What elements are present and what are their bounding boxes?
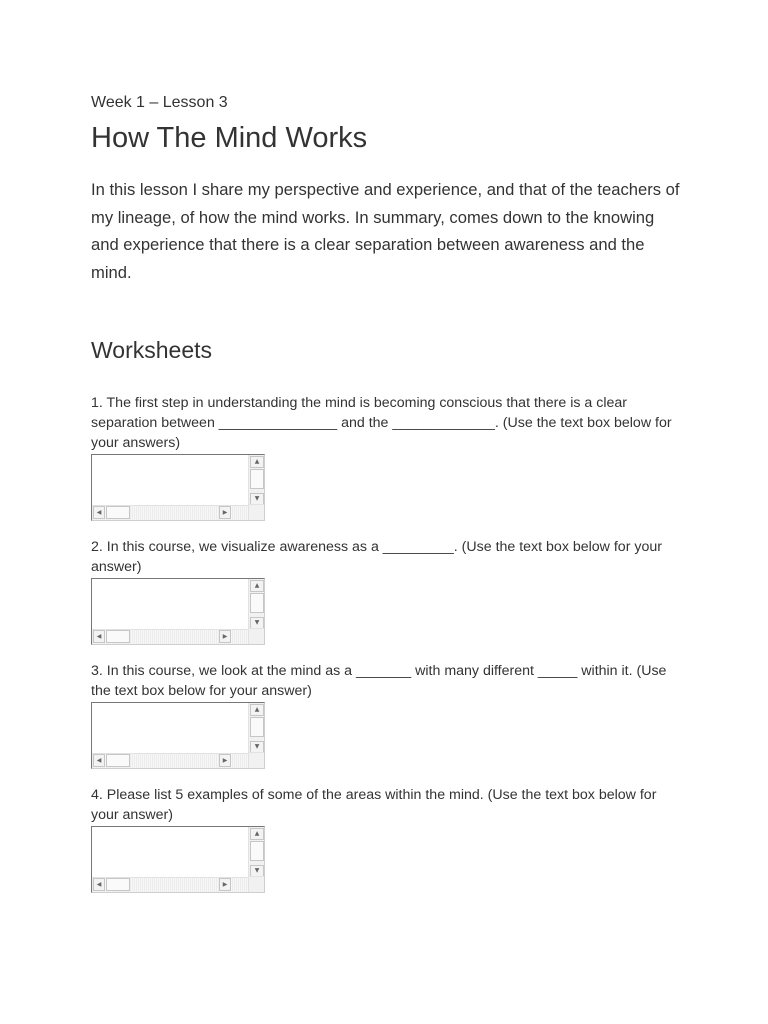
question-4-text: 4. Please list 5 examples of some of the areas within the mind. (Use the text box below for your answer) bbox=[91, 787, 657, 823]
scroll-down-icon[interactable]: ▼ bbox=[250, 493, 264, 505]
scroll-right-icon[interactable]: ▶ bbox=[219, 754, 231, 767]
page-title: How The Mind Works bbox=[91, 122, 368, 154]
answer-2-horizontal-scrollbar[interactable] bbox=[92, 629, 249, 644]
answer-2-vertical-scrollbar[interactable] bbox=[248, 579, 264, 630]
scroll-left-icon[interactable]: ◀ bbox=[93, 630, 105, 643]
scroll-right-icon[interactable]: ▶ bbox=[219, 506, 231, 519]
question-3 bbox=[91, 661, 681, 769]
answer-3-vertical-thumb[interactable] bbox=[250, 717, 264, 737]
answer-3-vertical-scrollbar[interactable] bbox=[248, 703, 264, 754]
answer-1-horizontal-thumb[interactable] bbox=[106, 506, 130, 519]
resize-grip-icon[interactable] bbox=[248, 504, 264, 520]
answer-3-horizontal-scrollbar[interactable] bbox=[92, 753, 249, 768]
resize-grip-icon[interactable] bbox=[248, 876, 264, 892]
question-2-text: 2. In this course, we visualize awareness as a _________. (Use the text box below for your answer) bbox=[91, 539, 662, 575]
answer-1-horizontal-scrollbar[interactable] bbox=[92, 505, 249, 520]
answer-4-vertical-scrollbar[interactable] bbox=[248, 827, 264, 878]
answer-2-horizontal-thumb[interactable] bbox=[106, 630, 130, 643]
answer-1-box bbox=[91, 454, 265, 521]
answer-4-horizontal-thumb[interactable] bbox=[106, 878, 130, 891]
question-3-text: 3. In this course, we look at the mind as a _______ with many different _____ within it. (Use the text box below for your answer) bbox=[91, 663, 667, 699]
answer-1-vertical-scrollbar[interactable] bbox=[248, 455, 264, 506]
resize-grip-icon[interactable] bbox=[248, 628, 264, 644]
scroll-left-icon[interactable]: ◀ bbox=[93, 754, 105, 767]
scroll-right-icon[interactable]: ▶ bbox=[219, 878, 231, 891]
question-4 bbox=[91, 785, 681, 893]
scroll-down-icon[interactable]: ▼ bbox=[250, 865, 264, 877]
answer-1-input[interactable] bbox=[93, 456, 248, 505]
scroll-left-icon[interactable]: ◀ bbox=[93, 878, 105, 891]
answer-4-vertical-thumb[interactable] bbox=[250, 841, 264, 861]
scroll-left-icon[interactable]: ◀ bbox=[93, 506, 105, 519]
answer-3-box bbox=[91, 702, 265, 769]
scroll-up-icon[interactable]: ▲ bbox=[250, 828, 264, 840]
answer-3-horizontal-thumb[interactable] bbox=[106, 754, 130, 767]
resize-grip-icon[interactable] bbox=[248, 752, 264, 768]
question-1 bbox=[91, 393, 681, 521]
scroll-up-icon[interactable]: ▲ bbox=[250, 456, 264, 468]
scroll-down-icon[interactable]: ▼ bbox=[250, 617, 264, 629]
answer-4-input[interactable] bbox=[93, 828, 248, 877]
answer-2-input[interactable] bbox=[93, 580, 248, 629]
question-1-text: 1. The first step in understanding the mind is becoming conscious that there is a clear separation between _______________ and the _____________. (Use the text box below for your answers) bbox=[91, 395, 672, 451]
answer-2-box bbox=[91, 578, 265, 645]
answer-2-vertical-thumb[interactable] bbox=[250, 593, 264, 613]
scroll-right-icon[interactable]: ▶ bbox=[219, 630, 231, 643]
answer-4-horizontal-scrollbar[interactable] bbox=[92, 877, 249, 892]
answer-4-box bbox=[91, 826, 265, 893]
scroll-down-icon[interactable]: ▼ bbox=[250, 741, 264, 753]
scroll-up-icon[interactable]: ▲ bbox=[250, 704, 264, 716]
answer-1-vertical-thumb[interactable] bbox=[250, 469, 264, 489]
worksheets-heading: Worksheets bbox=[91, 337, 213, 363]
scroll-up-icon[interactable]: ▲ bbox=[250, 580, 264, 592]
question-2 bbox=[91, 537, 681, 645]
lesson-kicker: Week 1 – Lesson 3 bbox=[91, 94, 228, 111]
answer-3-input[interactable] bbox=[93, 704, 248, 753]
lesson-intro: In this lesson I share my perspective and experience, and that of the teachers of my lineage, of how the mind works. In summary, comes down to the knowing and experience that there is a clear separation between awareness and the mind. bbox=[91, 180, 680, 282]
